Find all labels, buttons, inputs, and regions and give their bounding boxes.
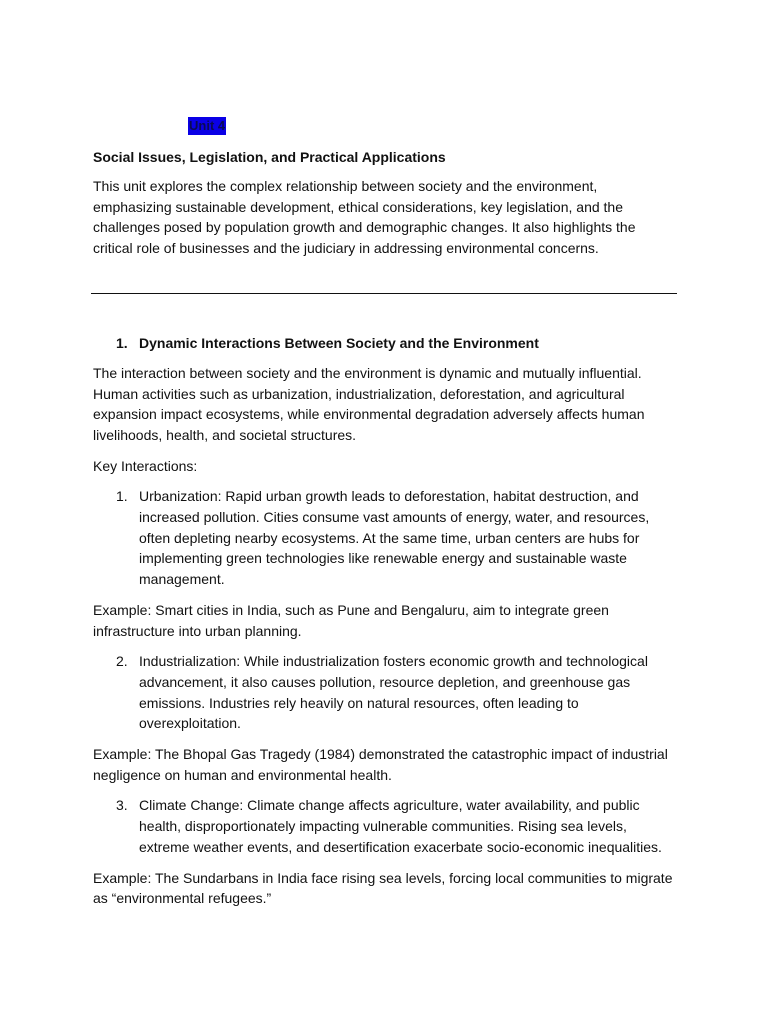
- section-number: 1.: [116, 334, 128, 351]
- list-item: [93, 795, 677, 857]
- list-item: [93, 651, 677, 734]
- horizontal-divider: [91, 293, 677, 294]
- example-paragraph: Example: Smart cities in India, such as Pune and Bengaluru, aim to integrate green infrastructure into urban planning.: [93, 601, 609, 639]
- unit-subtitle: Social Issues, Legislation, and Practical Applications: [93, 149, 446, 165]
- section-paragraph: The interaction between society and the environment is dynamic and mutually influential. Human activities such as urbanization, industrialization, deforestation, and agricultural expansion impact ecosystems, while environmental degradation adversely affects human livelihoods, health, and societal structures.: [93, 364, 645, 443]
- section-heading: [116, 333, 677, 353]
- example-paragraph: Example: The Sundarbans in India face rising sea levels, forcing local communities to migrate as “environmental refugees.”: [93, 869, 673, 907]
- example-paragraph: Example: The Bhopal Gas Tragedy (1984) demonstrated the catastrophic impact of industrial negligence on human and environmental health.: [93, 746, 668, 783]
- list-item: [93, 486, 677, 590]
- list-item-text: Industrialization: While industrialization fosters economic growth and technological advancement, it also causes pollution, resource depletion, and greenhouse gas emissions. Industries rely heavily on natural resources, often leading to overexploitation.: [139, 653, 648, 732]
- unit-intro-paragraph: This unit explores the complex relationship between society and the environment, emphasizing sustainable development, ethical considerations, key legislation, and the challenges posed by population growth and demographic changes. It also highlights the critical role of businesses and the judiciary in addressing environmental concerns.: [93, 178, 636, 257]
- key-interactions-label: Key Interactions:: [93, 457, 198, 474]
- list-item-number: 1.: [116, 488, 128, 505]
- section-title: Dynamic Interactions Between Society and the Environment: [139, 334, 539, 351]
- list-item-number: 2.: [116, 653, 128, 670]
- document-page: [93, 117, 677, 909]
- unit-tag-highlight: Unit 4: [189, 118, 226, 133]
- list-item-text: Urbanization: Rapid urban growth leads to deforestation, habitat destruction, and increased pollution. Cities consume vast amounts of energy, water, and resources, often depleting nearby ecosystems. At the same time, urban centers are hubs for implementing green technologies like renewable energy and sustainable waste management.: [139, 488, 650, 588]
- list-item-number: 3.: [116, 797, 128, 814]
- list-item-text: Climate Change: Climate change affects agriculture, water availability, and public health, disproportionately impacting vulnerable communities. Rising sea levels, extreme weather events, and desertification exacerbate socio-economic inequalities.: [139, 797, 662, 855]
